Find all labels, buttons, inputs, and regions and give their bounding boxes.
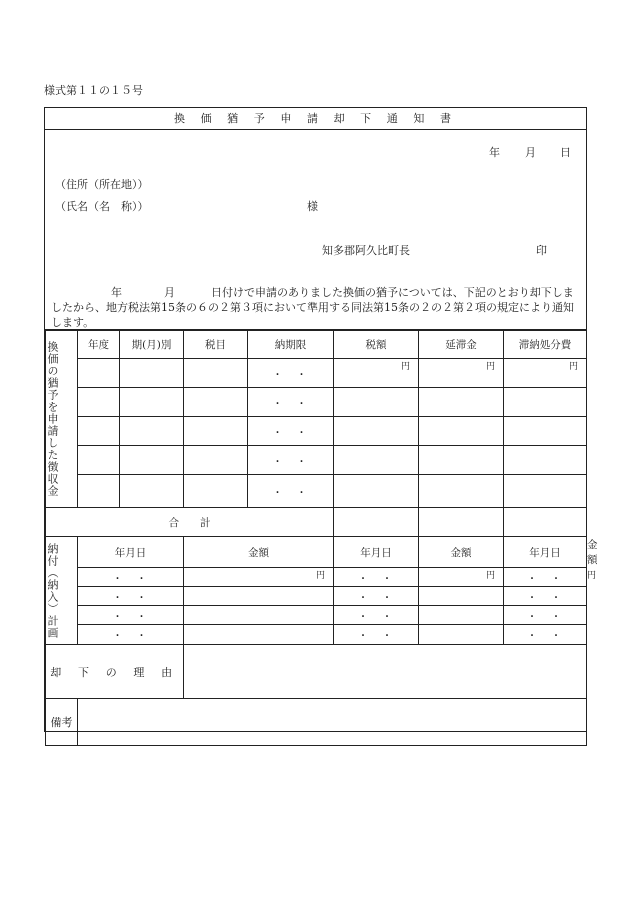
table-cell [120, 446, 184, 475]
due-date-dots: ・・ [248, 359, 334, 388]
table-cell [419, 587, 504, 606]
body-date-month: 月 [164, 286, 175, 299]
total-label: 合 計 [46, 508, 334, 537]
plan-date-dots: ・・ [78, 606, 184, 625]
tax-table: 換価の猶予を申請した徴収金 年度 期(月)別 税目 納期限 税額 延滞金 滞納処分費 ・・ 円 円 円 ・・ ・・ ・・ ・・ 合 計 納付（納入）計画 年月日 金額 年月日 金額 年月日 金額 ・・ 円 ・・ 円 ・・ 円 ・・ ・・ ・・ ・・ ・・ ・・ ・・ ・・ ・・ 却 下 の 理 由 備考 [45, 330, 587, 746]
honorific: 様 [307, 200, 318, 213]
plan-date-dots: ・・ [78, 568, 184, 587]
plan-date-dots: ・・ [78, 625, 184, 645]
date-month-label: 月 [525, 146, 536, 159]
table-cell [184, 587, 334, 606]
issuer-name: 知多郡阿久比町長 [322, 244, 410, 257]
plan-header-amount: 金額 [419, 537, 504, 568]
table-cell [184, 359, 248, 388]
table-cell [334, 475, 419, 508]
total-tax-amount [334, 508, 419, 537]
table-cell [78, 417, 120, 446]
due-date-dots: ・・ [248, 388, 334, 417]
remarks-field [78, 699, 587, 746]
plan-date-dots: ・・ [334, 568, 419, 587]
table-cell [504, 417, 587, 446]
form-title: 換 価 猶 予 申 請 却 下 通 知 書 [45, 108, 586, 130]
address-label: （住所（所在地）） [55, 178, 149, 191]
table-cell [419, 417, 504, 446]
payment-side-label: 納付（納入）計画 [46, 537, 78, 645]
plan-date-dots: ・・ [78, 587, 184, 606]
total-late-charge [419, 508, 504, 537]
table-cell [120, 388, 184, 417]
reason-field [184, 645, 587, 699]
header-fiscal-year: 年度 [78, 331, 120, 359]
table-cell [184, 446, 248, 475]
table-cell [184, 475, 248, 508]
body-date-year: 年 [111, 286, 122, 299]
total-disposal-cost [504, 508, 587, 537]
table-cell [184, 606, 334, 625]
table-cell [78, 359, 120, 388]
due-date-dots: ・・ [248, 417, 334, 446]
notice-body [51, 285, 583, 330]
yen-unit: 円 [334, 359, 419, 388]
yen-unit: 円 [419, 359, 504, 388]
header-late-charge: 延滞金 [419, 331, 504, 359]
yen-unit: 円 [504, 359, 587, 388]
table-cell [504, 388, 587, 417]
plan-date-dots: ・・ [334, 587, 419, 606]
plan-date-dots: ・・ [334, 625, 419, 645]
tax-side-label: 換価の猶予を申請した徴収金 [46, 331, 78, 508]
table-cell [419, 388, 504, 417]
table-cell [120, 359, 184, 388]
date-year-label: 年 [489, 146, 500, 159]
table-cell [184, 388, 248, 417]
plan-header-date: 年月日 [78, 537, 184, 568]
seal-mark: 印 [536, 244, 547, 257]
yen-unit: 円 [184, 568, 334, 587]
due-date-dots: ・・ [248, 475, 334, 508]
header-period: 期(月)別 [120, 331, 184, 359]
table-cell [419, 446, 504, 475]
table-cell [120, 475, 184, 508]
table-cell [78, 475, 120, 508]
plan-date-dots: ・・ [504, 606, 587, 625]
table-cell [419, 475, 504, 508]
header-tax-item: 税目 [184, 331, 248, 359]
notice-form [44, 107, 598, 732]
header-tax-amount: 税額 [334, 331, 419, 359]
due-date-dots: ・・ [248, 446, 334, 475]
plan-date-dots: ・・ [504, 568, 587, 587]
table-cell [78, 388, 120, 417]
yen-unit: 円 [419, 568, 504, 587]
table-cell [78, 446, 120, 475]
table-cell [419, 625, 504, 645]
plan-date-dots: ・・ [504, 625, 587, 645]
reason-label: 却 下 の 理 由 [46, 645, 184, 699]
name-label: （氏名（名 称）） [55, 200, 149, 213]
date-day-label: 日 [560, 146, 571, 159]
plan-date-dots: ・・ [334, 606, 419, 625]
table-cell [504, 446, 587, 475]
body-text: 日付けで申請のありました換価の猶予については、下記のとおり却下しましたから、地方税法第15条の６の２第３項において準用する同法第15条の２の２第２項の規定により通知します。 [51, 286, 574, 329]
header-disposal-cost: 滞納処分費 [504, 331, 587, 359]
header-block [45, 130, 586, 330]
table-cell [419, 606, 504, 625]
plan-header-amount: 金額 [184, 537, 334, 568]
table-cell [334, 417, 419, 446]
table-cell [334, 388, 419, 417]
form-number: 様式第１１の１５号 [44, 84, 143, 97]
table-cell [184, 625, 334, 645]
plan-header-date: 年月日 [334, 537, 419, 568]
table-cell [504, 475, 587, 508]
header-due-date: 納期限 [248, 331, 334, 359]
plan-date-dots: ・・ [504, 587, 587, 606]
plan-header-date: 年月日 [504, 537, 587, 568]
remarks-label: 備考 [46, 699, 78, 746]
table-cell [184, 417, 248, 446]
table-cell [120, 417, 184, 446]
table-cell [334, 446, 419, 475]
